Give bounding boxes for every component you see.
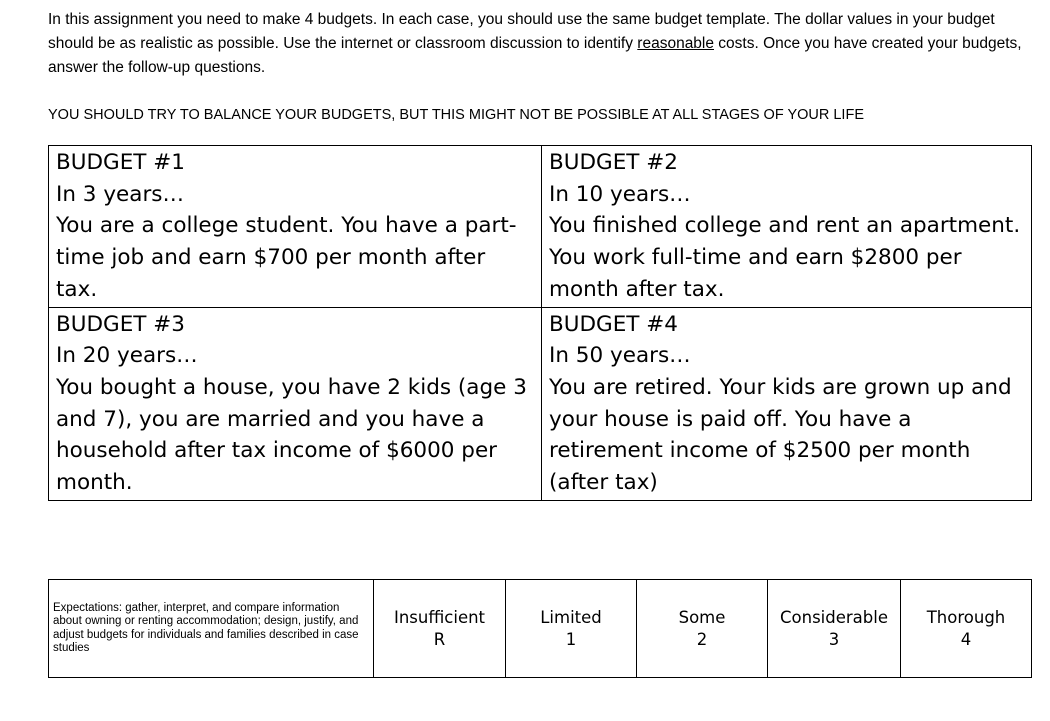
rubric-level-considerable	[768, 580, 901, 678]
table-row	[49, 307, 1032, 500]
budget-cell-1	[49, 146, 542, 308]
budget-description: You bought a house, you have 2 kids (age 3 and 7), you are married and you have a household after tax income of $6000 per month.	[56, 374, 527, 496]
rubric-level-label: Insufficient	[393, 607, 486, 627]
rubric-level-some	[637, 580, 768, 678]
rubric-level-label: Thorough	[926, 607, 1006, 627]
intro-text-start: In this assignment you need to make 4 budgets. In each case, you should use the same budget template. The dollar values in your budget should be as realistic as possible. Use the internet or classroom discussion to identify	[48, 11, 995, 52]
budget-cell-2	[542, 146, 1032, 308]
budget-description: You are a college student. You have a part-time job and earn $700 per month after tax.	[56, 213, 517, 302]
budget-timeframe: In 50 years…	[549, 343, 691, 369]
table-row	[49, 580, 1032, 678]
budget-description: You are retired. Your kids are grown up and your house is paid off. You have a retirement income of $2500 per month (after tax)	[549, 374, 1012, 496]
budget-scenarios-table	[48, 145, 1032, 501]
rubric-level-label: Limited	[540, 607, 602, 627]
rubric-level-limited	[506, 580, 637, 678]
budget-timeframe: In 10 years…	[549, 181, 691, 207]
budget-timeframe: In 3 years…	[56, 181, 184, 207]
budget-cell-3	[49, 307, 542, 500]
assignment-intro	[48, 8, 1023, 80]
budget-title: BUDGET #4	[549, 311, 678, 337]
budget-title: BUDGET #3	[56, 311, 185, 337]
rubric-level-label: Considerable	[780, 607, 888, 627]
balance-instruction: YOU SHOULD TRY TO BALANCE YOUR BUDGETS, BUT THIS MIGHT NOT BE POSSIBLE AT ALL STAGES OF YOUR LIFE	[48, 107, 864, 123]
rubric-expectations: Expectations: gather, interpret, and compare information about owning or renting accommodation; design, justify, and adjust budgets for individuals and families described in case studies	[49, 580, 374, 678]
rubric-level-insufficient	[374, 580, 506, 678]
rubric-level-thorough	[901, 580, 1032, 678]
intro-underlined-word: reasonable	[637, 35, 714, 52]
rubric-level-score: 2	[696, 629, 708, 649]
table-row	[49, 146, 1032, 308]
rubric-level-score: R	[433, 629, 446, 649]
rubric-level-score: 4	[960, 629, 972, 649]
assessment-rubric	[48, 579, 1032, 678]
budget-title: BUDGET #2	[549, 150, 678, 175]
budget-timeframe: In 20 years…	[56, 343, 198, 369]
rubric-level-score: 1	[565, 629, 577, 649]
rubric-level-label: Some	[678, 607, 726, 627]
budget-cell-4	[542, 307, 1032, 500]
budget-description: You finished college and rent an apartment. You work full-time and earn $2800 per month after tax.	[549, 213, 1021, 302]
budget-title: BUDGET #1	[56, 150, 185, 175]
intro-text-end: costs. Once you have created your budgets, answer the follow-up questions.	[48, 35, 1022, 76]
rubric-level-score: 3	[828, 629, 840, 649]
